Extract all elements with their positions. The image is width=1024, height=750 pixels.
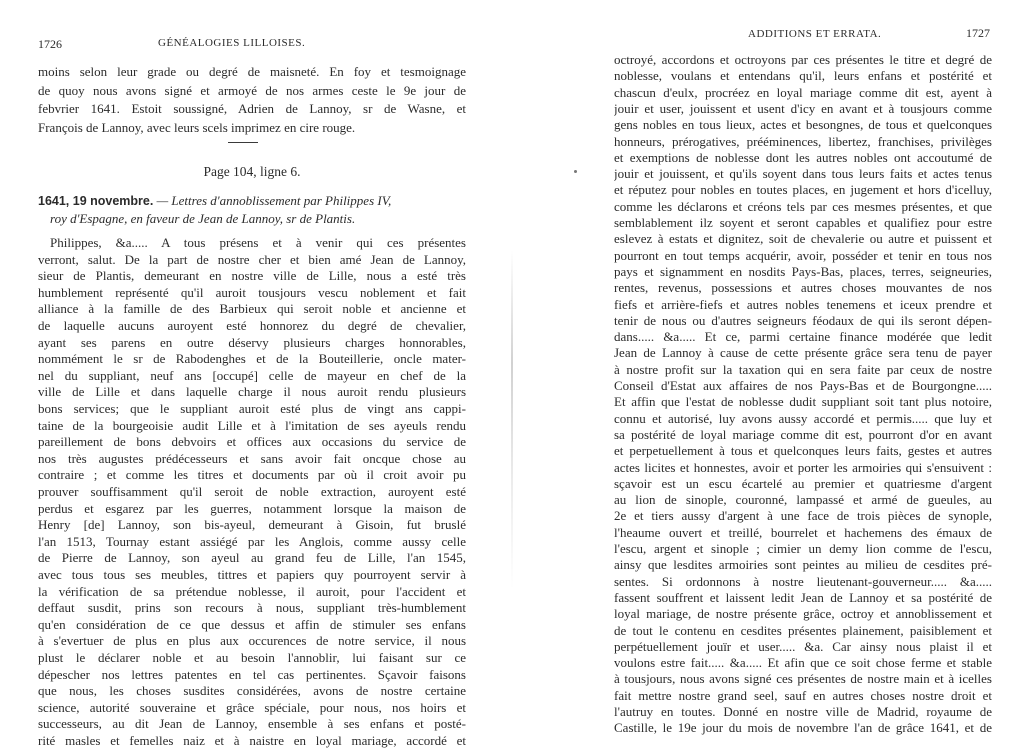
right-body-line-16: fiefs et arrière-fiefs et autres nobles tenemens et iceux prendre et bbox=[614, 296, 992, 312]
right-body-line-5: gens nobles en tous lieux, actes et besongnes, de tous et quelconques bbox=[614, 117, 992, 133]
left-body-line-5: alliance à la famille de des Barbieux qui seroit noble et ancienne et bbox=[38, 301, 466, 317]
left-body-line-4: humblement représenté qu'il auroit tousjours vescu noblement et fait bbox=[38, 284, 466, 300]
left-body-line-6: de laquelle aucuns auroyent esté honnorez du degré de chevalier, bbox=[38, 318, 466, 333]
right-body-line-7: et exemptions de noblesse dont les autres nobles ont accoutumé de bbox=[614, 149, 992, 165]
left-body-line-26: plust le déclarer noble et au besoin l'annoblir, lui faisant sur ce bbox=[38, 650, 466, 665]
right-running-head: ADDITIONS ET ERRATA. bbox=[748, 28, 882, 40]
left-body-line-1: Philippes, &a..... A tous présens et à venir qui ces présentes bbox=[50, 235, 466, 250]
left-body-line-20: de Pierre de Lannoy, son ayeul au grand feu de Lille, l'an 1545, bbox=[38, 550, 466, 566]
right-body-line-19: Jean de Lannoy à cause de cette présente grâce sera tenu de payer bbox=[614, 345, 992, 361]
entry-title-1: — Lettres d'annoblissement par Philippes IV, bbox=[156, 193, 392, 208]
left-body-line-28: que nous, les choses susdites considérées, avons de nostre certaine bbox=[38, 683, 466, 699]
left-body-line-7: ayant ses parens en outre déservy plusieurs charges honnorables, bbox=[38, 334, 466, 350]
right-body-line-26: actes licites et honnestes, avoir et porter les armoiries qui s'ensuivent : bbox=[614, 459, 992, 475]
left-body-line-29: science, autorité souveraine et grâce spéciale, pour nous, nos hoirs et bbox=[38, 699, 466, 715]
right-body-line-20: à nostre profit sur la taxation qui en sera faite par ceux de nostre bbox=[614, 361, 992, 377]
right-body-line-8: jouir et jouissent, et qu'ils soyent dans tous leurs faits et actes tenus bbox=[614, 166, 992, 182]
right-body-line-31: l'escu, argent et sinople ; cimier un demy lion comme de l'escu, bbox=[614, 541, 992, 556]
entry-title-line-2: roy d'Espagne, en faveur de Jean de Lannoy, sr de Plantis. bbox=[50, 211, 356, 226]
speck bbox=[574, 170, 577, 173]
left-body-line-2: verront, salut. De la part de nostre cher et bien amé Jean de Lannoy, bbox=[38, 251, 466, 267]
left-body-line-17: perdus et esgarez par les guerres, notamment lorsque la maison de bbox=[38, 500, 466, 516]
right-body-line-39: à tousjours, nous avons signé ces présentes de nostre main et à icelles bbox=[614, 671, 992, 687]
left-body-line-13: pareillement de bons debvoirs et offices aux occasions du service de bbox=[38, 434, 466, 450]
right-body-line-1: octroyé, accordons et octroyons par ces présentes le titre et degré de bbox=[614, 52, 992, 67]
right-body-line-37: perpétuellement jouïr et user..... &a. Car ainsy nous plaist il et bbox=[614, 638, 992, 654]
right-body-line-34: fassent souffrent et laissent ledit Jean de Lannoy et sa postérité de bbox=[614, 589, 992, 605]
left-body-line-19: l'an 1513, Tournay estant assiégé par les Anglois, comme aussy celle bbox=[38, 533, 466, 549]
left-body-line-10: ville de Lille et dans laquelle charge il nous auroit rendu plusieurs bbox=[38, 384, 466, 400]
top-text-line-3: febvrier 1641. Estoit soussigné, Adrien de Lannoy, sr de Wasne, et bbox=[38, 101, 466, 116]
right-body-line-40: fait mettre nostre grand seel, sauf en autres choses nostre droit et bbox=[614, 687, 992, 703]
right-body-line-4: jouir et user, jouissent et usent d'icy en avant et à tousjours comme bbox=[614, 100, 992, 116]
left-page-number: 1726 bbox=[38, 37, 62, 51]
top-text-line-2: de quoy nous avons signé et armoyé de nos armes ceste le 9e jour de bbox=[38, 82, 466, 98]
left-body-line-30: successeurs, au dit Jean de Lannoy, ensemble à ses enfans et posté- bbox=[38, 716, 466, 732]
left-body-line-22: la vérification de sa prétendue noblesse, il auroit, pour l'accident et bbox=[38, 583, 466, 599]
left-body-line-3: sieur de Plantis, demeurant en nostre ville de Lille, nous a esté très bbox=[38, 268, 466, 284]
section-rule bbox=[228, 142, 258, 143]
left-body-line-16: prouver souffisamment qu'il seroit de noble extraction, auroyent esté bbox=[38, 484, 466, 499]
left-body-line-12: taine de la bourgeoisie audit Lille et à l'imitation de ses ayeuls rendu bbox=[38, 417, 466, 433]
left-body-line-9: nel du suppliant, neuf ans [occupé] celle de mayeur en chef de la bbox=[38, 367, 466, 383]
entry-date: 1641, 19 novembre. bbox=[38, 194, 154, 208]
right-body-line-6: honneurs, prérogatives, prééminences, libertez, franchises, privilèges bbox=[614, 133, 992, 149]
right-body-line-3: chascun d'eulx, procréez en loyal mariage comme dit est, ayent à bbox=[614, 84, 992, 100]
left-body-line-31: rité masles et femelles naiz et à naistre en loyal mariage, accordé et bbox=[38, 733, 466, 748]
right-body-line-35: loyal mariage, de nostre présente grâce, octroy et annoblissement et bbox=[614, 606, 992, 622]
right-body-line-24: sa postérité de loyal mariage comme dit est, pourront d'or en avant bbox=[614, 426, 992, 442]
left-body-line-21: avec tous tous ses meubles, tittres et papiers quy pourroyent servir à bbox=[38, 567, 466, 582]
right-body-line-33: sentes. Si ordonnons à nostre lieutenant-gouverneur..... &a..... bbox=[614, 573, 992, 589]
right-body-line-2: noblesse, voulans et entendans qu'il, leurs enfans et postérité et bbox=[614, 68, 992, 84]
right-body-line-9: et réputez pour nobles en toutes places, en jugement et hors d'icelluy, bbox=[614, 182, 992, 198]
right-body-line-32: ainsy que lesdites armoiries sont peintes au milieu de cesdites pré- bbox=[614, 557, 992, 573]
right-body-line-21: Conseil d'Estat aux affaires de nos Pays-Bas et de Bourgongne..... bbox=[614, 378, 992, 393]
right-page-number: 1727 bbox=[966, 26, 990, 40]
right-body-line-13: pourront en tout temps acquérir, avoir, posséder et tenir en tous nos bbox=[614, 247, 992, 263]
right-body-line-22: Et affin que l'estat de noblesse dudit suppliant soit tant plus notoire, bbox=[614, 394, 992, 410]
left-body-line-27: dépescher nos lettres patentes en tel cas pertinentes. Sçavoir faisons bbox=[38, 666, 466, 682]
right-body-line-28: au lion de sinople, couronné, lampassé et armé de gueules, au bbox=[614, 492, 992, 508]
right-body-line-10: comme les déclarons et créons tels par ces mesmes présentes, et que bbox=[614, 198, 992, 214]
right-body-line-18: dans..... &a..... Et ce, parmi certaine finance modérée que ledit bbox=[614, 329, 992, 345]
right-body-line-12: eslevez à estats et dignitez, soit de chevalerie ou autre et puissent et bbox=[614, 231, 992, 247]
right-body-line-30: l'heaume ouvert et treillé, bourrelet et hachemens des émaux de bbox=[614, 524, 992, 540]
left-body-line-8: nommément le sr de Rabodenghes et de la Bouteillerie, oncle mater- bbox=[38, 351, 466, 367]
right-body-line-42: Castille, le 19e jour du mois de novembre l'an de grâce 1641, et de bbox=[614, 720, 992, 736]
right-body-line-38: voulons estre fait..... &a..... Et afin que ce soit chose ferme et stable bbox=[614, 655, 992, 671]
left-running-head: GÉNÉALOGIES LILLOISES. bbox=[158, 37, 306, 49]
right-body-line-11: semblablement ilz soyent et seront capables et qualifiez pour estre bbox=[614, 215, 992, 230]
top-text-line-1: moins selon leur grade ou degré de maisneté. En foy et tesmoignage bbox=[38, 64, 466, 79]
left-body-line-23: deffaut susdit, prins son recours à nous, suppliant très-humblement bbox=[38, 600, 466, 616]
right-body-line-27: sçavoir est un escu écartelé au premier et quatriesme d'argent bbox=[614, 475, 992, 491]
left-body-line-25: à s'evertuer de plus en plus aux occurences de notre service, il nous bbox=[38, 633, 466, 649]
left-body-line-18: Henry [de] Lannoy, son bis-ayeul, demeurant à Gisoin, fut bruslé bbox=[38, 517, 466, 533]
right-body-line-36: de tout le contenu en cesdites présentes plainement, paisiblement et bbox=[614, 622, 992, 638]
top-text-line-4: François de Lannoy, avec leurs scels imprimez en cire rouge. bbox=[38, 119, 356, 135]
left-body-line-11: bons services; que le suppliant auroit esté plus de vingt ans cappi- bbox=[38, 401, 466, 416]
right-body-line-29: 2e et tiers aussy d'argent à une face de trois pièces de synople, bbox=[614, 508, 992, 524]
left-body-line-24: qu'en considération de ce que dessus et affin de stimuler ses enfans bbox=[38, 616, 466, 632]
left-body-line-14: nos très augustes prédécesseurs et sans avoir fait oncque chose au bbox=[38, 450, 466, 466]
right-body-line-15: rentes, revenus, possessions et autres choses mouvantes de nos bbox=[614, 280, 992, 296]
right-body-line-17: tenir de nous ou d'autres seigneurs féodaux de qui ils seront dépen- bbox=[614, 312, 992, 328]
entry-title-line-1 bbox=[38, 191, 466, 210]
right-body-line-41: l'autruy en toutes. Donné en nostre ville de Madrid, royaume de bbox=[614, 704, 992, 719]
book-gutter bbox=[511, 250, 513, 590]
right-body-line-23: connu et autorisé, luy avons aussy accordé et permis..... que luy et bbox=[614, 410, 992, 426]
right-body-line-14: pays et signamment en nosdits Pays-Bas, places, terres, seigneuries, bbox=[614, 263, 992, 279]
right-body-line-25: et perpetuellement à tous et quelconques leurs faits, gestes et autres bbox=[614, 443, 992, 459]
section-heading: Page 104, ligne 6. bbox=[203, 164, 301, 179]
left-body-line-15: contraire ; et comme les titres et documents par où il croit avoir pu bbox=[38, 467, 466, 483]
